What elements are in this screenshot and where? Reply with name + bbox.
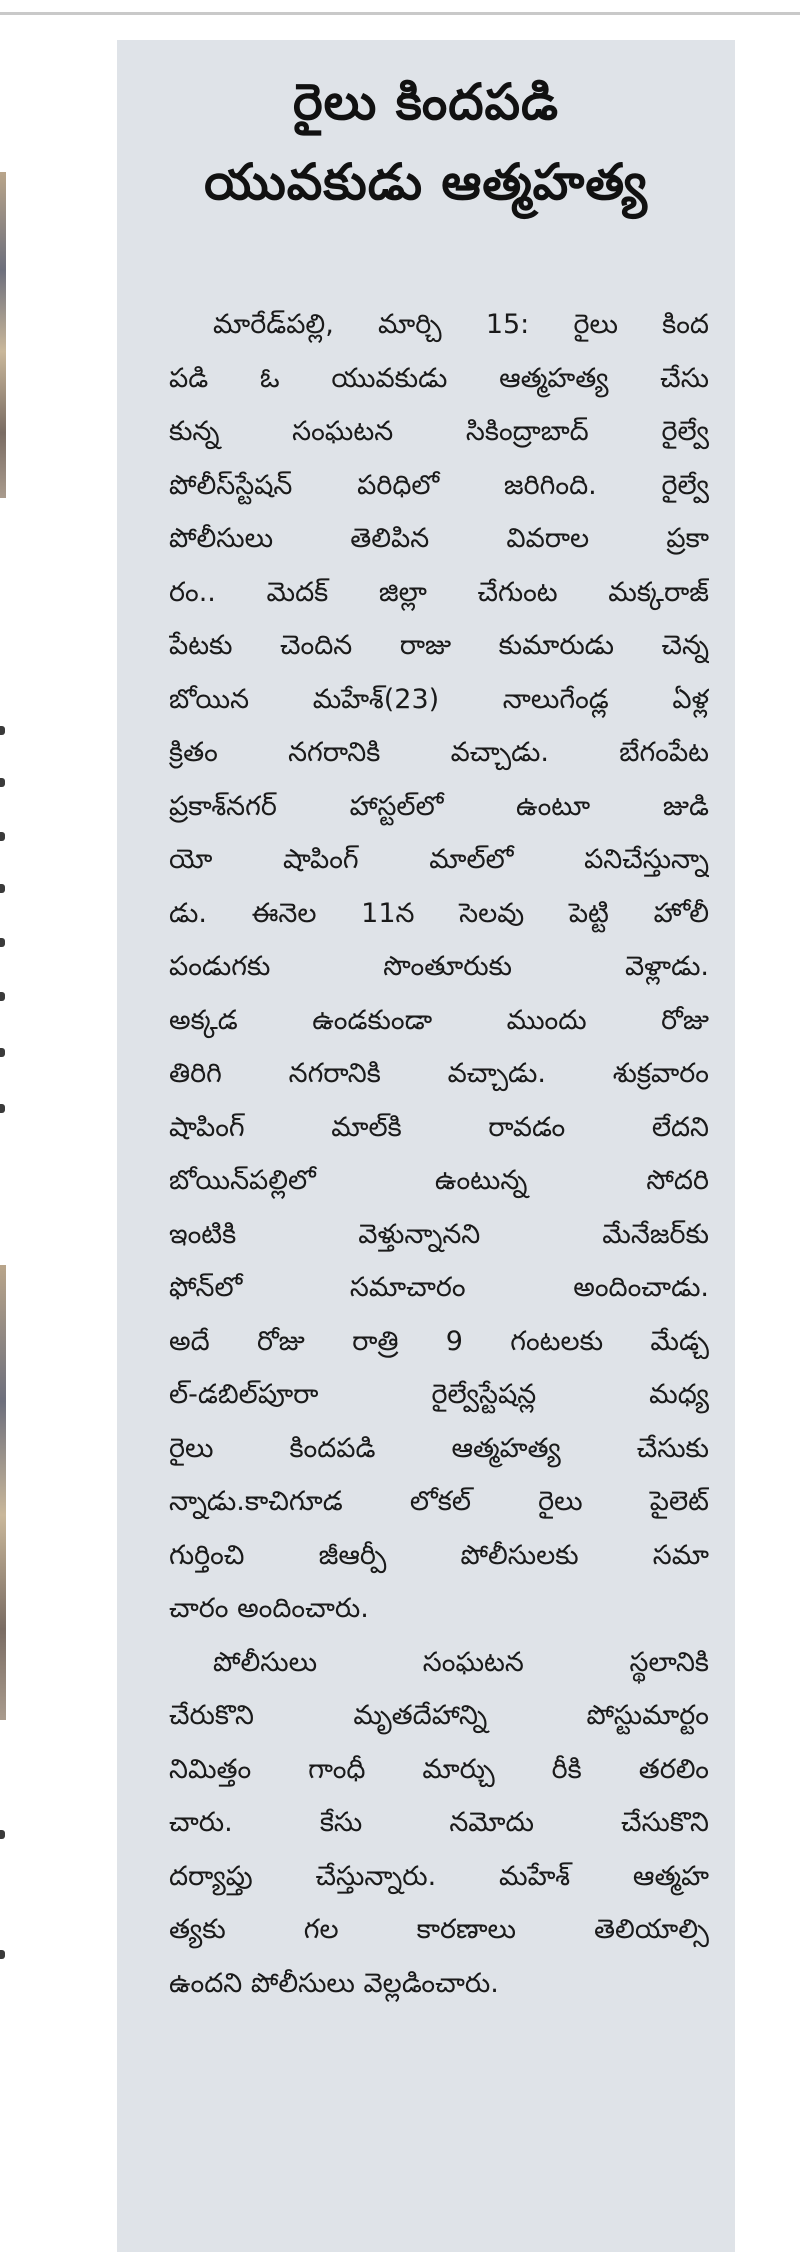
article-body xyxy=(169,298,709,2010)
body-line: పోలీసులు సంఘటన స్థలానికి xyxy=(213,1646,709,1678)
body-line: షాపింగ్ మాల్‌కి రావడం లేదని xyxy=(169,1111,709,1143)
body-line: చారం అందించారు. xyxy=(169,1593,369,1624)
body-line: పడి ఓ యువకుడు ఆత్మహత్య చేసు xyxy=(169,362,709,394)
body-line: మారేడ్‌పల్లి, మార్చి 15: రైలు కింద xyxy=(213,309,709,340)
adjacent-text-fragment xyxy=(0,726,5,735)
headline-line-2: యువకుడు ఆత్మహత్య xyxy=(204,153,648,211)
adjacent-photo-fragment xyxy=(0,172,6,498)
body-line: రైలు కిందపడి ఆత్మహత్య చేసుకు xyxy=(169,1432,709,1464)
body-line: అదే రోజు రాత్రి 9 గంటలకు మేడ్చ xyxy=(169,1325,709,1357)
body-line: గుర్తించి జీఆర్పీ పోలీసులకు సమా xyxy=(169,1539,709,1571)
headline-line-1: రైలు కిందపడి xyxy=(292,73,560,131)
adjacent-text-fragment xyxy=(0,1830,5,1839)
body-line: ఫోన్‌లో సమాచారం అందించాడు. xyxy=(169,1272,709,1303)
body-line: పోలీసులు తెలిపిన వివరాల ప్రకా xyxy=(169,523,709,554)
news-article-clipping xyxy=(117,40,735,2252)
body-line: డు. ఈనెల 11న సెలవు పెట్టి హోలీ xyxy=(169,897,709,929)
body-line: ఇంటికి వెళ్తున్నానని మేనేజర్‌కు xyxy=(169,1218,709,1250)
body-line: కున్న సంఘటన సికింద్రాబాద్ రైల్వే xyxy=(169,416,709,447)
adjacent-text-fragment xyxy=(0,992,5,1001)
body-line: అక్కడ ఉండకుండా ముందు రోజు xyxy=(169,1004,709,1036)
body-line: క్రితం నగరానికి వచ్చాడు. బేగంపేట xyxy=(169,737,709,768)
body-line: బోయిన్‌పల్లిలో ఉంటున్న సోదరి xyxy=(169,1165,709,1196)
adjacent-text-fragment xyxy=(0,1048,5,1057)
adjacent-text-fragment xyxy=(0,778,5,787)
body-line: ల్-డబిల్‌పూరా రైల్వేస్టేషన్ల మధ్య xyxy=(169,1379,709,1410)
body-line: దర్యాప్తు చేస్తున్నారు. మహేశ్ ఆత్మహ xyxy=(169,1860,709,1892)
adjacent-text-fragment xyxy=(0,938,5,947)
body-line: తిరిగి నగరానికి వచ్చాడు. శుక్రవారం xyxy=(169,1058,709,1089)
body-line: యో షాపింగ్ మాల్‌లో పనిచేస్తున్నా xyxy=(169,844,709,875)
body-line: చారు. కేసు నమోదు చేసుకొని xyxy=(169,1807,709,1838)
adjacent-text-fragment xyxy=(0,832,5,841)
body-line: ప్రకాశ్‌నగర్ హాస్టల్‌లో ఉంటూ జుడి xyxy=(169,790,709,822)
body-line: బోయిన మహేశ్(23) నాలుగేండ్ల ఏళ్ల xyxy=(169,683,709,715)
adjacent-text-fragment xyxy=(0,884,5,893)
body-line: చేరుకొని మృతదేహాన్ని పోస్టుమార్టం xyxy=(169,1700,709,1731)
body-line: ఉందని పోలీసులు వెల్లడించారు. xyxy=(169,1967,499,1999)
body-line: న్నాడు.కాచిగూడ లోకల్ రైలు పైలెట్ xyxy=(169,1486,709,1517)
adjacent-text-fragment xyxy=(0,1950,5,1959)
adjacent-text-fragment xyxy=(0,1104,5,1113)
adjacent-photo-fragment xyxy=(0,1265,6,1720)
body-line: పోలీస్‌స్టేషన్ పరిధిలో జరిగింది. రైల్వే xyxy=(169,469,709,501)
body-line: నిమిత్తం గాంధీ మార్చు రీకి తరలిం xyxy=(169,1753,709,1785)
top-divider-rule xyxy=(0,12,800,15)
body-line: త్యకు గల కారణాలు తెలియాల్సి xyxy=(169,1914,709,1945)
article-headline xyxy=(117,62,735,222)
body-line: రం.. మెదక్ జిల్లా చేగుంట మక్కరాజ్ xyxy=(169,576,709,608)
body-line: పండుగకు సొంతూరుకు వెళ్లాడు. xyxy=(169,951,709,982)
body-line: పేటకు చెందిన రాజు కుమారుడు చెన్న xyxy=(169,630,709,661)
